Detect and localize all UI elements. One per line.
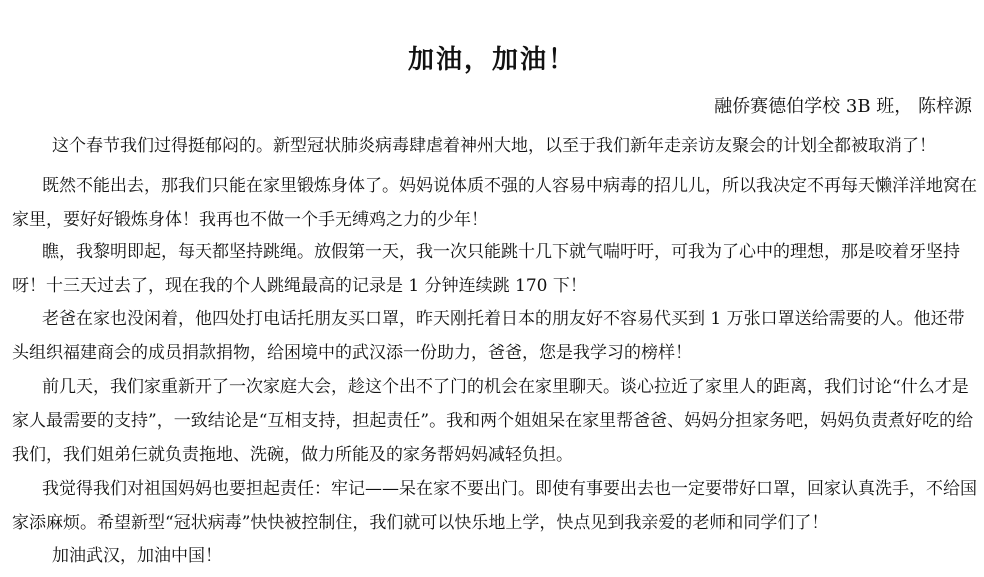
- paragraph-1: 这个春节我们过得挺郁闷的。新型冠状肺炎病毒肆虐着神州大地，以至于我们新年走亲访友聚会的计划全都被取消了！: [52, 136, 936, 156]
- paragraph-4: 老爸在家也没闲着，他四处打电话托朋友买口罩，昨天刚托着日本的朋友好不容易代买到 1 万张口罩送给需要的人。他还带头组织福建商会的成员捐款捐物，给困境中的武汉添一份助力，爸爸，您是我学习的榜样！: [12, 309, 965, 363]
- paragraph-3: 瞧，我黎明即起，每天都坚持跳绳。放假第一天，我一次只能跳十几下就气喘吁吁，可我为了心中的理想，那是咬着牙坚持呀！十三天过去了，现在我的个人跳绳最高的记录是 1 分钟连续跳 170 下！: [12, 242, 960, 296]
- paragraph-2: 既然不能出去，那我们只能在家里锻炼身体了。妈妈说体质不强的人容易中病毒的招儿儿，所以我决定不再每天懒洋洋地窝在家里，要好好锻炼身体！我再也不做一个手无缚鸡之力的少年！: [12, 176, 977, 230]
- paragraph-5: 前几天，我们家重新开了一次家庭大会，趁这个出不了门的机会在家里聊天。谈心拉近了家里人的距离，我们讨论“什么才是家人最需要的支持”，一致结论是“互相支持，担起责任”。我和两个姐姐呆在家里帮爸爸、妈妈分担家务吧，妈妈负责煮好吃的给我们，我们姐弟仨就负责拖地、洗碗，做力所能及的家务帮妈妈减轻负担。: [12, 377, 974, 465]
- paragraph-7: 加油武汉，加油中国！: [52, 546, 222, 566]
- essay-title: 加油，加油！: [407, 45, 576, 75]
- author-line: 融侨赛德伯学校 3B 班， 陈梓源: [714, 96, 972, 117]
- paragraph-6: 我觉得我们对祖国妈妈也要担起责任：牢记——呆在家不要出门。即使有事要出去也一定要带好口罩，回家认真洗手，不给国家添麻烦。希望新型“冠状病毒”快快被控制住，我们就可以快乐地上学，快点见到我亲爱的老师和同学们了！: [12, 479, 977, 533]
